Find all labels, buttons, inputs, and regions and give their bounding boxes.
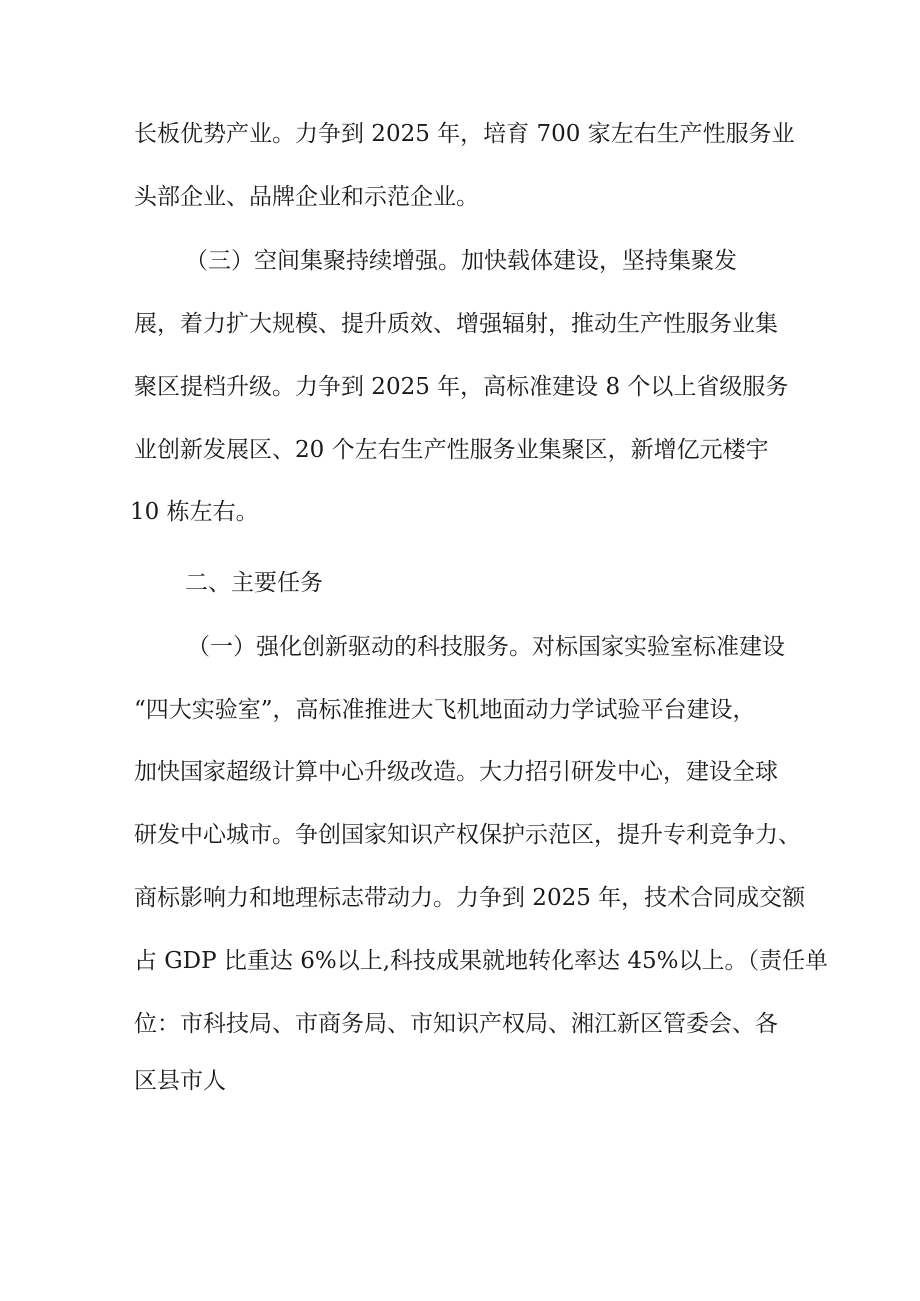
- text-line: “四大实验室”，高标准推进大飞机地面动力学试验平台建设，: [134, 697, 756, 723]
- text-line: 长板优势产业。力争到 2025 年，培育 700 家左右生产性服务业: [134, 121, 795, 147]
- text-line: 位：市科技局、市商务局、市知识产权局、湘江新区管委会、各: [134, 1011, 778, 1037]
- text-line: 10 栋左右。: [130, 499, 259, 525]
- text-line: 区县市人: [134, 1068, 226, 1094]
- text-line: 业创新发展区、20 个左右生产性服务业集聚区，新增亿元楼宇: [134, 437, 769, 463]
- text-line: 头部企业、品牌企业和示范企业。: [134, 184, 479, 210]
- text-line: 研发中心城市。争创国家知识产权保护示范区，提升专利竞争力、: [134, 822, 801, 848]
- section-heading-3: （三）空间集聚持续增强。加快载体建设，坚持集聚发: [185, 248, 737, 274]
- section-heading-1: （一）强化创新驱动的科技服务。对标国家实验室标准建设: [187, 634, 785, 660]
- text-line: 展，着力扩大规模、提升质效、增强辐射，推动生产性服务业集: [134, 311, 778, 337]
- text-line: 商标影响力和地理标志带动力。力争到 2025 年，技术合同成交额: [134, 885, 806, 911]
- chapter-heading: 二、主要任务: [185, 570, 323, 596]
- text-line: 加快国家超级计算中心升级改造。大力招引研发中心，建设全球: [134, 759, 778, 785]
- text-line: 聚区提档升级。力争到 2025 年，高标准建设 8 个以上省级服务: [134, 374, 789, 400]
- text-line: 占 GDP 比重达 6%以上,科技成果就地转化率达 45%以上。（责任单: [134, 948, 828, 974]
